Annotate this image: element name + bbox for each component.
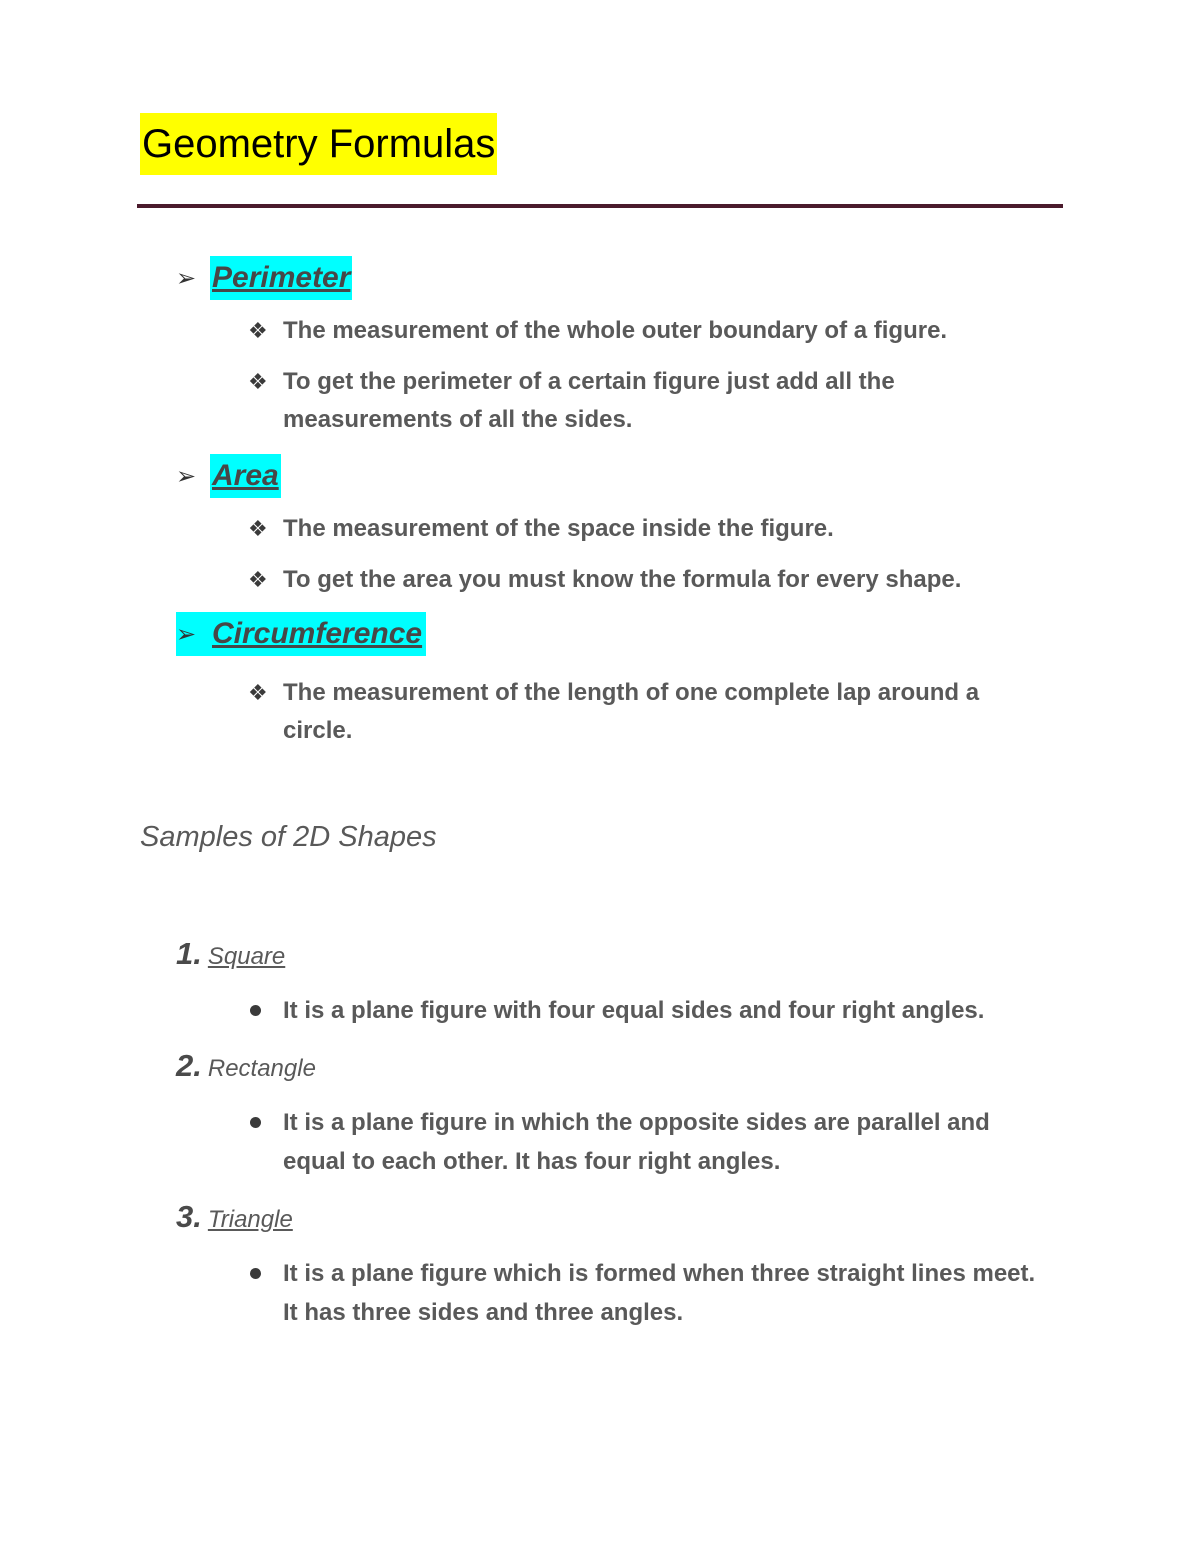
shape-name: Rectangle (207, 1055, 316, 1082)
dot-icon (250, 1268, 261, 1279)
arrowhead-icon: ➢ (176, 264, 197, 292)
section-heading-label: Circumference (210, 612, 424, 656)
four-diamond-icon: ❖ (248, 567, 268, 592)
shape-heading-square (176, 936, 285, 976)
list-item-text: It is a plane figure in which the opposite sides are parallel and equal to each other. It has four right angles. (283, 1109, 990, 1175)
four-diamond-icon: ❖ (248, 318, 268, 343)
section-heading-area (176, 454, 281, 498)
subtitle: Samples of 2D Shapes (140, 821, 437, 853)
list-item (248, 674, 1048, 750)
four-diamond-icon: ❖ (248, 516, 268, 541)
list-item-text: The measurement of the space inside the figure. (283, 515, 834, 542)
arrowhead-icon: ➢ (176, 462, 197, 490)
dot-icon (250, 1005, 261, 1016)
list-item (248, 561, 1048, 599)
list-item (248, 991, 1048, 1030)
list-item-text: The measurement of the length of one complete lap around a circle. (283, 679, 980, 744)
list-item (248, 1254, 1048, 1332)
list-item-text: It is a plane figure with four equal sides and four right angles. (283, 997, 985, 1024)
list-item (248, 312, 1048, 350)
four-diamond-icon: ❖ (248, 369, 268, 394)
list-item (248, 1103, 1048, 1181)
list-item-text: To get the perimeter of a certain figure just add all the measurements of all the sides. (283, 368, 895, 433)
shape-number: 1. (176, 936, 202, 971)
list-item-text: It is a plane figure which is formed when three straight lines meet. It has three sides and three angles. (283, 1260, 1036, 1326)
arrowhead-icon: ➢ (176, 620, 197, 648)
page-title: Geometry Formulas (140, 113, 497, 175)
list-item (248, 510, 1048, 548)
title-divider (137, 204, 1063, 208)
section-heading-label: Perimeter (210, 256, 352, 300)
four-diamond-icon: ❖ (248, 680, 268, 705)
shape-name: Square (207, 943, 286, 970)
shape-number: 3. (176, 1199, 202, 1234)
shape-name: Triangle (207, 1206, 293, 1233)
list-item (248, 363, 1048, 439)
dot-icon (250, 1117, 261, 1128)
section-heading-label: Area (210, 454, 281, 498)
shape-heading-triangle (176, 1199, 293, 1239)
list-item-text: To get the area you must know the formula for every shape. (283, 566, 962, 593)
section-heading-perimeter (176, 256, 352, 300)
shape-number: 2. (176, 1048, 202, 1083)
list-item-text: The measurement of the whole outer boundary of a figure. (283, 317, 948, 344)
shape-heading-rectangle (176, 1048, 316, 1088)
section-heading-circumference (176, 612, 426, 656)
